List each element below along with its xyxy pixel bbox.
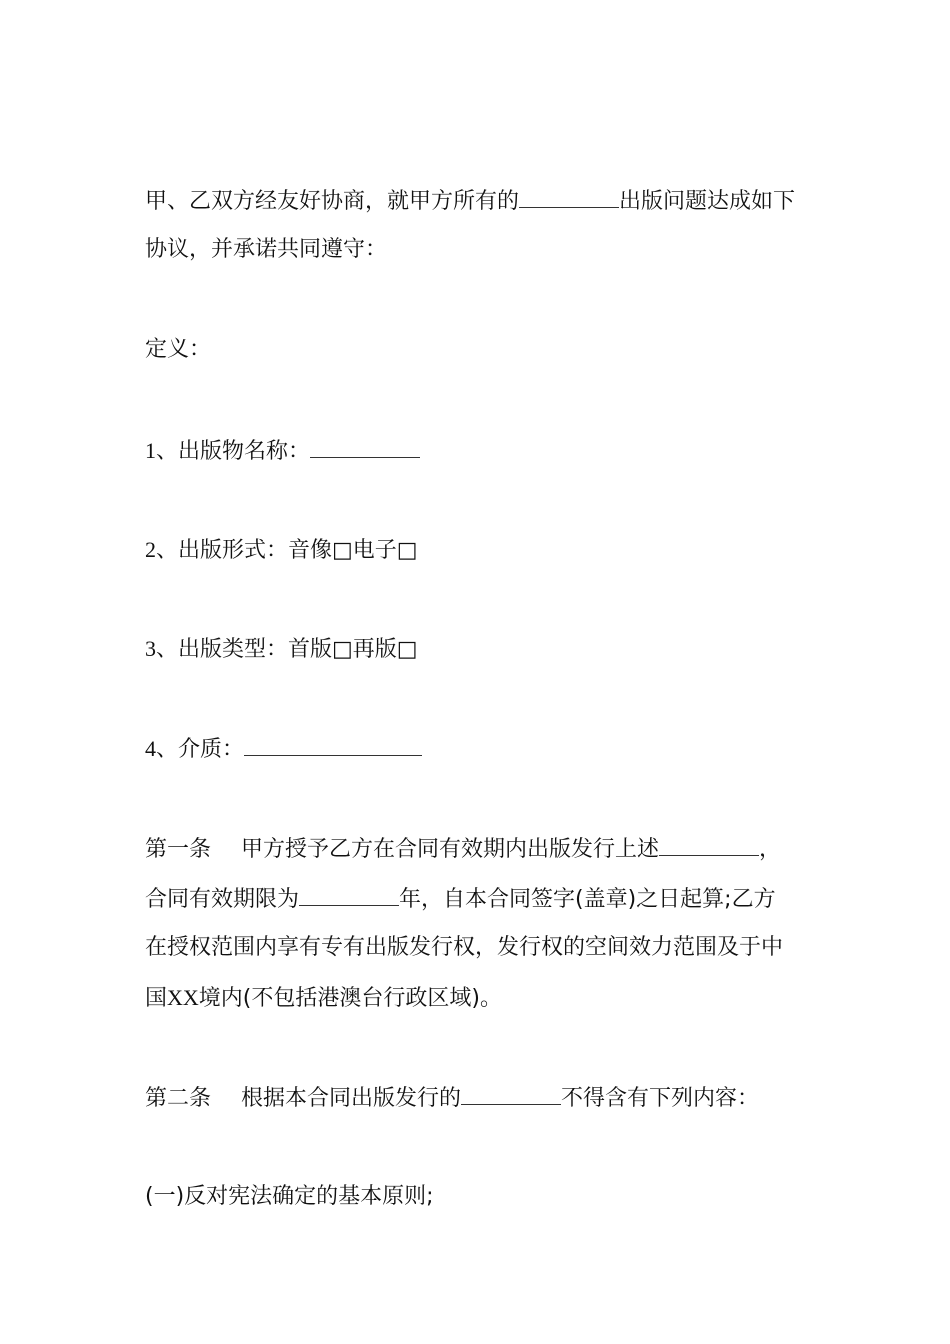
preamble-line-2	[145, 235, 387, 265]
item-text: 、介质：	[156, 737, 245, 762]
article-text: 合同有效期限为	[145, 887, 300, 912]
article-text: 年，自本合同签字(盖章)之日起算;乙方	[399, 887, 776, 912]
preamble-text: 甲、乙双方经友好协商，就甲方所有的	[145, 189, 520, 214]
definition-item	[145, 535, 418, 566]
item-text: 、出版类型：首版□再版□	[156, 637, 418, 662]
blank-field	[310, 435, 420, 458]
blank-field	[659, 833, 759, 856]
blank-field	[519, 185, 619, 208]
preamble-text: 出版问题达成如下	[619, 189, 796, 214]
definition-item	[145, 634, 418, 665]
item-number: 3	[145, 636, 156, 661]
article-1-line-1	[145, 833, 781, 865]
heading-text: 定义：	[145, 337, 212, 362]
definition-item	[145, 733, 422, 765]
article-text: 国	[145, 986, 168, 1011]
item-number: 2	[145, 537, 156, 562]
list-item	[145, 1182, 434, 1212]
article-text: 根据本合同出版发行的	[241, 1086, 462, 1111]
article-1-line-4	[145, 983, 502, 1014]
article-label: 第一条	[145, 837, 212, 862]
article-text: 在授权范围内享有专有出版发行权，发行权的空间效力范围及于中	[145, 935, 784, 960]
blank-field	[244, 733, 422, 756]
article-text-xx: XX	[167, 985, 199, 1010]
article-text: 不得含有下列内容：	[561, 1086, 760, 1111]
item-number: 4	[145, 736, 156, 761]
item-number: 1	[145, 438, 156, 463]
article-label: 第二条	[145, 1086, 212, 1111]
article-1-line-3	[145, 933, 783, 963]
preamble-text: 协议，并承诺共同遵守：	[145, 237, 388, 262]
article-text: ，	[759, 837, 782, 862]
item-text: 、出版形式：音像□电子□	[156, 538, 418, 563]
article-2-line-1	[145, 1082, 759, 1114]
blank-field	[299, 883, 399, 906]
article-1-line-2	[145, 883, 776, 915]
list-item-text: (一)反对宪法确定的基本原则;	[145, 1184, 434, 1209]
preamble-line-1	[145, 185, 795, 217]
blank-field	[461, 1082, 561, 1105]
definitions-heading	[145, 335, 211, 365]
item-text: 、出版物名称：	[156, 439, 311, 464]
article-text: 甲方授予乙方在合同有效期内出版发行上述	[241, 837, 660, 862]
article-text: 境内(不包括港澳台行政区域)。	[198, 986, 502, 1011]
definition-item	[145, 435, 420, 467]
